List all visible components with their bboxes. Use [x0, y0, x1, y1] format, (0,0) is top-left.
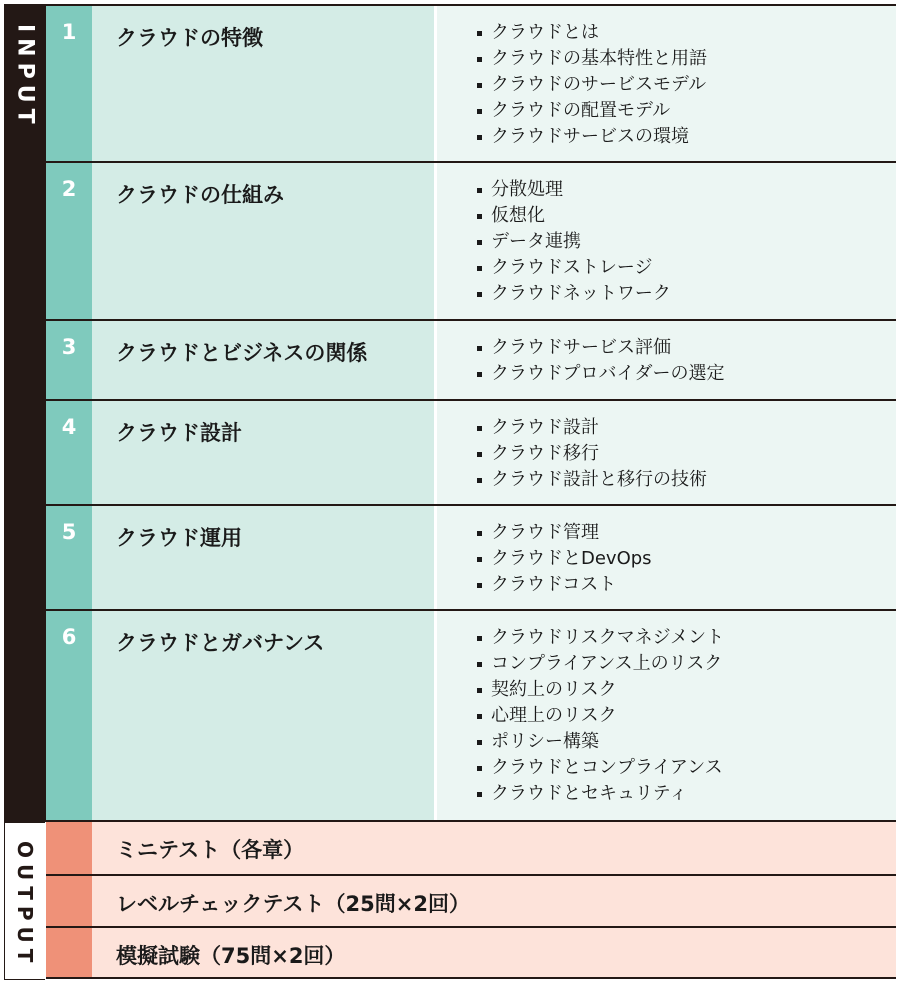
topic-item: クラウドリスクマネジメント	[477, 625, 896, 651]
input-label: INPUT	[12, 24, 38, 130]
chapter-topics	[434, 506, 896, 609]
chapter-row	[46, 609, 896, 822]
topic-item: クラウドの配置モデル	[477, 98, 896, 124]
output-marker	[46, 822, 92, 874]
chapter-topics	[434, 611, 896, 820]
topic-item: クラウドの基本特性と用語	[477, 46, 896, 72]
chapter-number: 6	[46, 611, 92, 820]
chapter-number: 5	[46, 506, 92, 609]
topic-item: クラウドコスト	[477, 572, 896, 598]
topic-item: 仮想化	[477, 203, 896, 229]
chapter-topics	[434, 321, 896, 399]
topic-item: データ連携	[477, 229, 896, 255]
topic-item: クラウドとは	[477, 20, 896, 46]
topic-item: 契約上のリスク	[477, 677, 896, 703]
chapter-topics	[434, 401, 896, 504]
topic-item: クラウド設計	[477, 415, 896, 441]
output-row	[46, 822, 896, 874]
topic-item: クラウドネットワーク	[477, 281, 896, 307]
topic-item: クラウドサービス評価	[477, 335, 896, 361]
output-marker	[46, 928, 92, 977]
chapter-title: クラウドとガバナンス	[92, 611, 434, 820]
chapter-row	[46, 4, 896, 161]
topic-item: クラウドとセキュリティ	[477, 781, 896, 807]
chapter-number: 2	[46, 163, 92, 319]
topic-item: コンプライアンス上のリスク	[477, 651, 896, 677]
chapter-title: クラウドの特徴	[92, 6, 434, 161]
topic-item: 心理上のリスク	[477, 703, 896, 729]
topic-item: 分散処理	[477, 177, 896, 203]
output-row	[46, 926, 896, 979]
chapter-title: クラウド運用	[92, 506, 434, 609]
chapter-row	[46, 319, 896, 399]
chapter-topics	[434, 6, 896, 161]
topic-item: クラウドとDevOps	[477, 546, 896, 572]
output-side-label	[4, 822, 45, 980]
output-title: レベルチェックテスト（25問×2回）	[92, 876, 896, 926]
topic-item: クラウド設計と移行の技術	[477, 467, 896, 493]
topic-item: クラウドサービスの環境	[477, 124, 896, 150]
chapter-title: クラウドの仕組み	[92, 163, 434, 319]
chapter-row	[46, 161, 896, 319]
chapter-row	[46, 399, 896, 504]
topic-item: ポリシー構築	[477, 729, 896, 755]
output-marker	[46, 876, 92, 926]
topic-item: クラウド管理	[477, 520, 896, 546]
chapter-number: 3	[46, 321, 92, 399]
chapter-topics	[434, 163, 896, 319]
chapter-number: 4	[46, 401, 92, 504]
topic-item: クラウドのサービスモデル	[477, 72, 896, 98]
topic-item: クラウドとコンプライアンス	[477, 755, 896, 781]
chapter-row	[46, 504, 896, 609]
output-title: 模擬試験（75問×2回）	[92, 928, 896, 977]
input-side-label	[4, 4, 46, 822]
topic-item: クラウドストレージ	[477, 255, 896, 281]
topic-item: クラウド移行	[477, 441, 896, 467]
chapter-title: クラウド設計	[92, 401, 434, 504]
course-structure-diagram	[4, 4, 896, 979]
output-row	[46, 874, 896, 926]
chapter-title: クラウドとビジネスの関係	[92, 321, 434, 399]
output-title: ミニテスト（各章）	[92, 822, 896, 874]
topic-item: クラウドプロバイダーの選定	[477, 361, 896, 387]
chapter-number: 1	[46, 6, 92, 161]
output-label: OUTPUT	[13, 841, 37, 969]
